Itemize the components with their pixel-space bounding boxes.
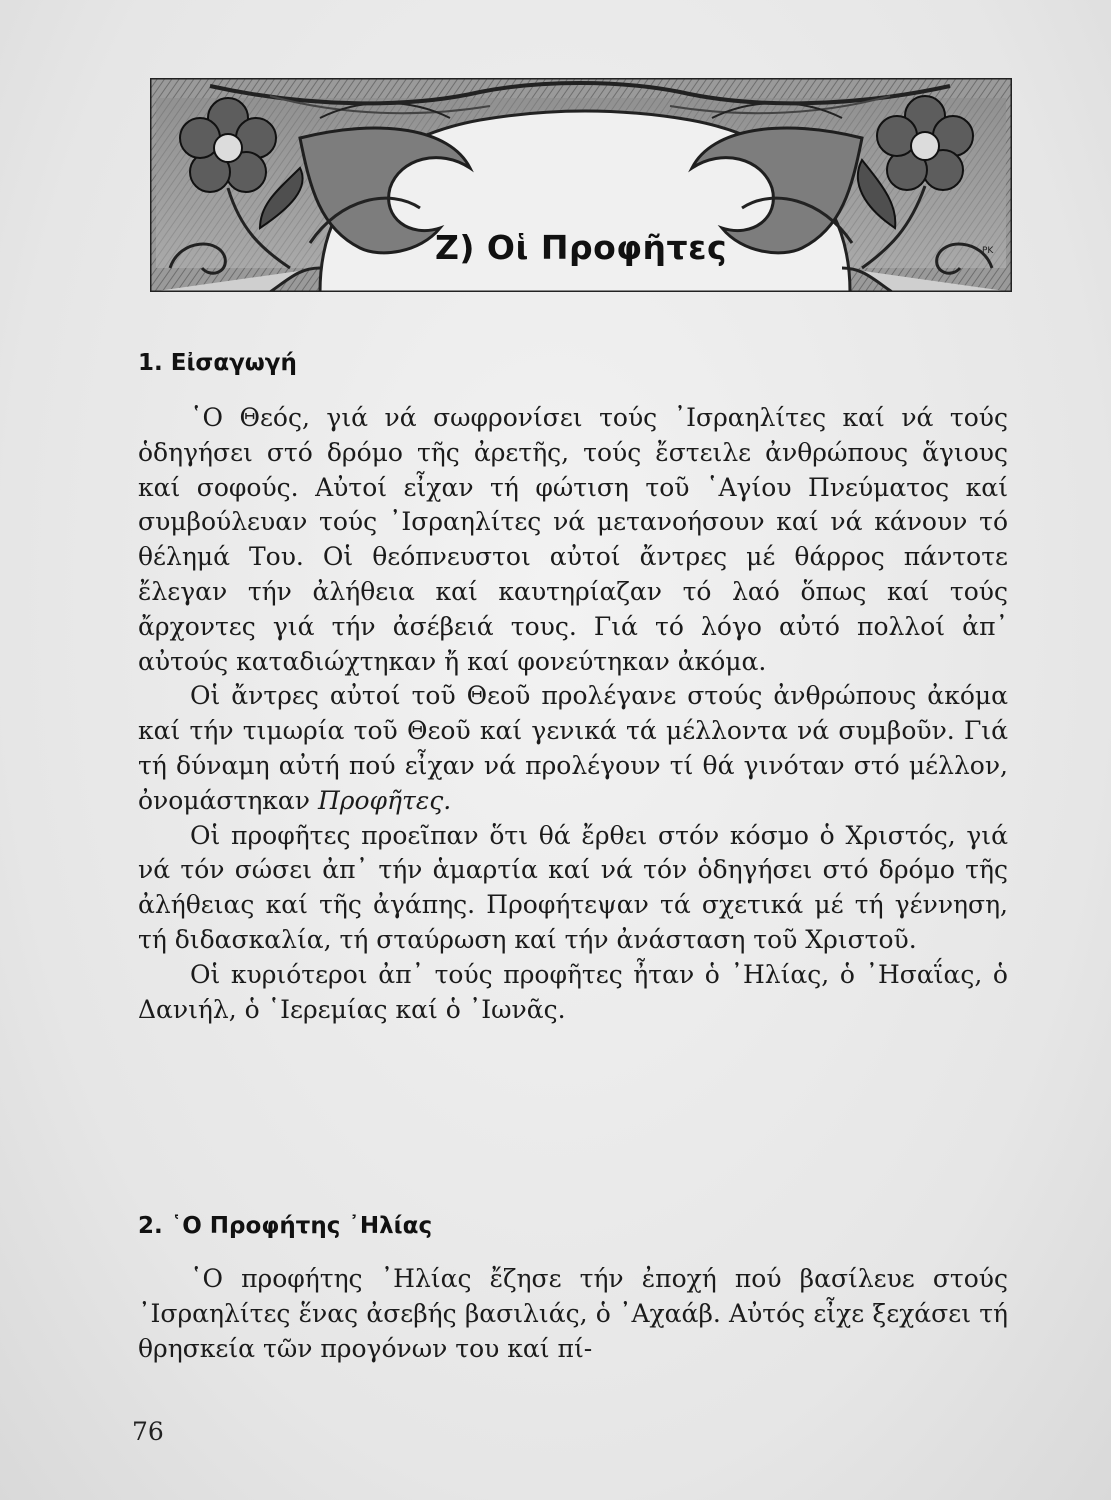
section-elijah-body [138, 1262, 1008, 1366]
paragraph: ῾Ο Θεός, γιά νά σωφρονίσει τούς ᾿Ισραηλίτες καί νά τούς ὁδηγήσει στό δρόμο τῆς ἀρετῆς, τούς ἔστειλε ἀνθρώπους ἅγιους καί σοφούς. Αὐτοί εἶχαν τή φώτιση τοῦ ῾Αγίου Πνεύματος καί συμβούλευαν τούς ᾿Ισραηλίτες νά μετανοήσουν καί νά κάνουν τό θέλημά Του. Οἱ θεόπνευστοι αὐτοί ἄντρες μέ θάρρος πάντοτε ἔλεγαν τήν ἀλήθεια καί καυτηρίαζαν τό λαό ὅπως καί τούς ἄρχοντες γιά τήν ἀσέβειά τους. Γιά τό λόγο αὐτό πολλοί ἀπ᾿ αὐτούς καταδιώχτηκαν ἤ καί φονεύτηκαν ἀκόμα. [138, 403, 1008, 676]
paragraph: Οἱ προφῆτες προεῖπαν ὅτι θά ἔρθει στόν κόσμο ὁ Χριστός, γιά νά τόν σώσει ἀπ᾿ τήν ἁμαρτία καί νά τόν ὁδηγήσει στό δρόμο τῆς ἀλήθειας καί τῆς ἀγάπης. Προφήτεψαν τά σχετικά μέ τή γέννηση, τή διδασκαλία, τή σταύρωση καί τήν ἀνάσταση τοῦ Χριστοῦ. [138, 820, 1008, 954]
section-heading-introduction: 1. Εἰσαγωγή [138, 350, 297, 376]
section-introduction-body [138, 401, 1008, 1027]
paragraph: Οἱ ἄντρες αὐτοί τοῦ Θεοῦ προλέγανε στούς ἀνθρώπους ἀκόμα καί τήν τιμωρία τοῦ Θεοῦ καί γενικά τά μέλλοντα νά συμβοῦν. Γιά τή δύναμη αὐτή πού εἶχαν νά προλέγουν τί θά γινόταν στό μέλλον, ὀνομάστηκαν Προφῆτες. [138, 681, 1008, 815]
chapter-title: Ζ) Οἱ Προφῆτες [434, 228, 728, 267]
decorative-header-banner [150, 78, 1012, 292]
paragraph: ῾Ο προφήτης ᾿Ηλίας ἔζησε τήν ἐποχή πού βασίλευε στούς ᾿Ισραηλίτες ἕνας ἀσεβής βασιλιάς, ὁ ᾿Αχαάβ. Αὐτός εἶχε ξεχάσει τή θρησκεία τῶν προγόνων του καί πί- [138, 1264, 1008, 1363]
artist-mark: PK [982, 246, 994, 256]
page-number: 76 [132, 1417, 164, 1446]
italic-term: Προφῆτες. [317, 785, 452, 815]
paragraph: Οἱ κυριότεροι ἀπ᾿ τούς προφῆτες ἦταν ὁ ᾿Ηλίας, ὁ ᾿Ησαΐας, ὁ Δανιήλ, ὁ ῾Ιερεμίας καί ὁ ᾿Ιωνᾶς. [138, 959, 1008, 1024]
section-heading-elijah: 2. ῾Ο Προφήτης ᾿Ηλίας [138, 1213, 433, 1239]
